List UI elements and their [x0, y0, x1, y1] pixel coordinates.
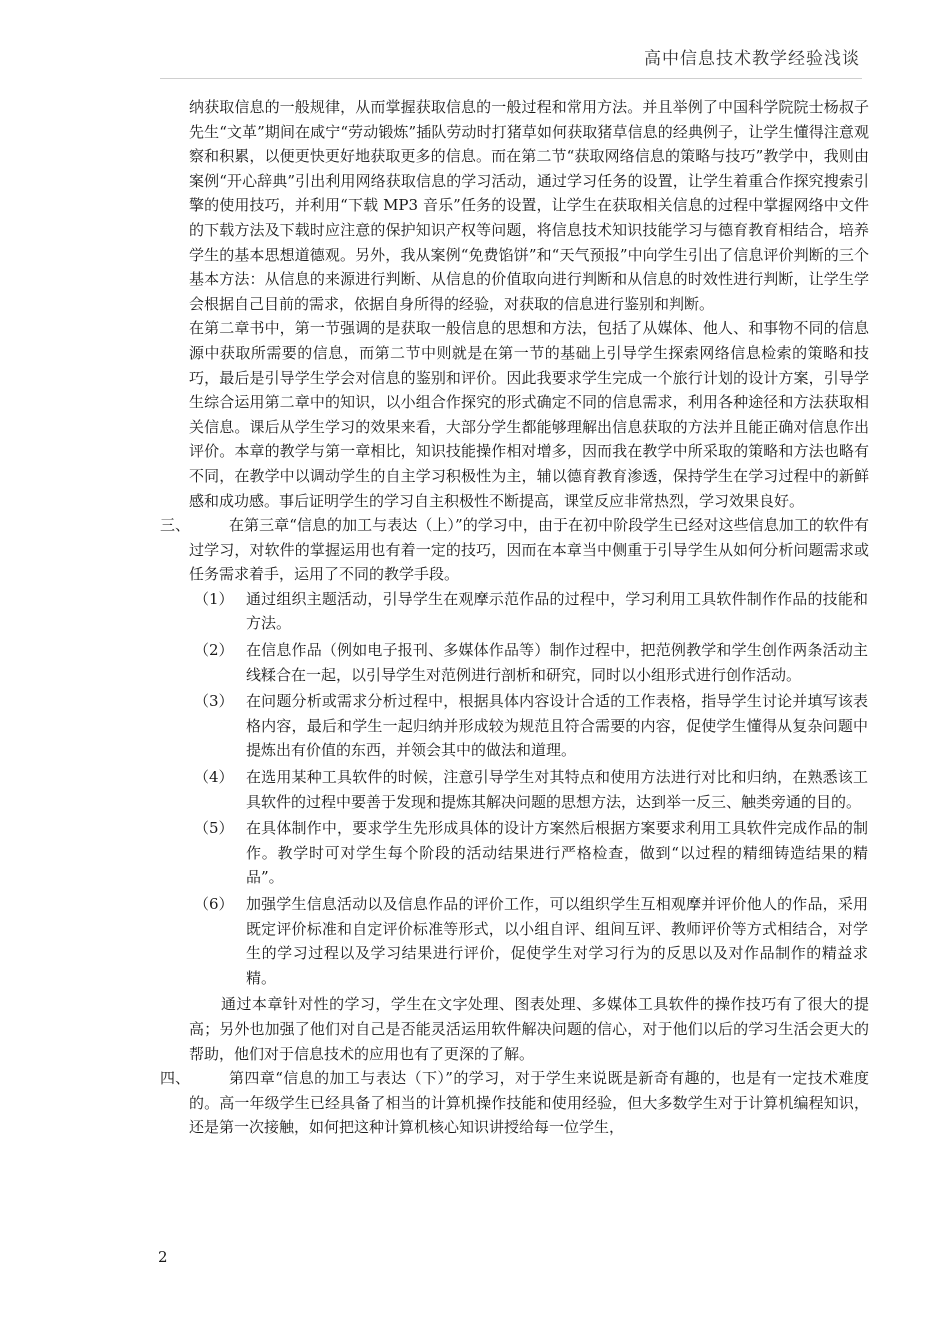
section-four-number: 四、 — [160, 1069, 191, 1088]
list-item-text: 通过组织主题活动，引导学生在观摩示范作品的过程中，学习利用工具软件制作作品的技能和方法。 — [246, 589, 868, 633]
list-item — [194, 892, 868, 990]
list-item — [194, 587, 868, 636]
list-item-text: 加强学生信息活动以及信息作品的评价工作，可以组织学生互相观摩并评价他人的作品，采用既定评价标准和自定评价标准等形式，以小组自评、组间互评、教师评价等方式相结合，对学生的学习过程以及学习结果进行评价，促使学生对学习行为的反思以及对作品制作的精益求精。 — [246, 895, 868, 987]
paragraph-chapter2-summary: 在第二章书中，第一节强调的是获取一般信息的思想和方法，包括了从媒体、他人、和事物不同的信息源中获取所需要的信息，而第二节中则就是在第一节的基础上引导学生探索网络信息检索的策略和技巧，最后是引导学生学会对信息的鉴别和评价。因此我要求学生完成一个旅行计划的设计方案，引导学生综合运用第二章中的知识，以小组合作探究的形式确定不同的信息需求，利用各种途径和方法获取相关信息。课后从学生学习的效果来看，大部分学生都能够理解出信息获取的方法并且能正确对信息作出评价。本章的教学与第一章相比，知识技能操作相对增多，因而我在教学中所采取的策略和方法也略有不同，在教学中以调动学生的自主学习积极性为主，辅以德育教育渗透，保持学生在学习过程中的新鲜感和成功感。事后证明学生的学习自主积极性不断提高，课堂反应非常热烈，学习效果良好。 — [189, 319, 869, 510]
section-three — [160, 513, 869, 587]
list-item-number: （2） — [194, 641, 234, 660]
page-body — [0, 95, 950, 1140]
list-item-text: 在具体制作中，要求学生先形成具体的设计方案然后根据方案要求利用工具软件完成作品的制作。教学时可对学生每个阶段的活动结果进行严格检查，做到“以过程的精细铸造结果的精品”。 — [246, 819, 868, 887]
list-item-number: （1） — [194, 589, 234, 608]
list-item — [194, 765, 868, 814]
running-header-title: 高中信息技术教学经验浅谈 — [644, 49, 860, 69]
page-number: 2 — [158, 1248, 168, 1266]
section-three-number: 三、 — [160, 516, 191, 535]
paragraph-chapter2-details: 纳获取信息的一般规律，从而掌握获取信息的一般过程和常用方法。并且举例了中国科学院院士杨叔子先生“文革”期间在咸宁“劳动锻炼”插队劳动时打猪草如何获取猪草信息的经典例子，让学生懂得注意观察和积累，以便更快更好地获取更多的信息。而在第二节“获取网络信息的策略与技巧”教学中，我则由案例“开心辞典”引出利用网络获取信息的学习活动，通过学习任务的设置，让学生着重合作探究搜索引擎的使用技巧，并利用“下载 MP3 音乐”任务的设置，让学生在获取相关信息的过程中掌握网络中文件的下载方法及下载时应注意的保护知识产权等问题，将信息技术知识技能学习与德育教育相结合，培养学生的基本思想道德观。另外，我从案例“免费馅饼”和“天气预报”中向学生引出了信息评价判断的三个基本方法：从信息的来源进行判断、从信息的价值取向进行判断和从信息的时效性进行判断，让学生学会根据自己目前的需求，依据自身所得的经验，对获取的信息进行鉴别和判断。 — [189, 98, 869, 313]
list-item — [194, 638, 868, 687]
list-item-text: 在信息作品（例如电子报刊、多媒体作品等）制作过程中，把范例教学和学生创作两条活动主线糅合在一起，以引导学生对范例进行剖析和研究，同时以小组形式进行创作活动。 — [246, 641, 868, 684]
paragraph-chapter3-conclusion: 通过本章针对性的学习，学生在文字处理、图表处理、多媒体工具软件的操作技巧有了很大的提高；另外也加强了他们对自己是否能灵活运用软件解决问题的信心，对于他们以后的学习生活会更大的帮助，他们对于信息技术的应用也有了更深的了解。 — [189, 995, 869, 1063]
list-item-text: 在问题分析或需求分析过程中，根据具体内容设计合适的工作表格，指导学生讨论并填写该表格内容，最后和学生一起归纳并形成较为规范且符合需要的内容，促使学生懂得从复杂问题中提炼出有价值的东西，并领会其中的做法和道理。 — [246, 692, 868, 760]
list-item — [194, 816, 868, 890]
list-item-number: （3） — [194, 692, 234, 711]
header-divider — [160, 78, 862, 79]
section-three-text: 在第三章“信息的加工与表达（上）”的学习中，由于在初中阶段学生已经对这些信息加工的软件有过学习，对软件的掌握运用也有着一定的技巧，因而在本章当中侧重于引导学生从如何分析问题需求或任务需求着手，运用了不同的教学手段。 — [189, 516, 869, 584]
list-item-number: （4） — [194, 768, 234, 787]
list-item-text: 在选用某种工具软件的时候，注意引导学生对其特点和使用方法进行对比和归纳，在熟悉该工具软件的过程中要善于发现和提炼其解决问题的思想方法，达到举一反三、触类旁通的目的。 — [246, 768, 868, 811]
list-item-number: （5） — [194, 819, 234, 838]
list-item-number: （6） — [194, 895, 234, 913]
section-four-text: 第四章“信息的加工与表达（下）”的学习，对于学生来说既是新奇有趣的，也是有一定技术难度的。高一年级学生已经具备了相当的计算机操作技能和使用经验，但大多数学生对于计算机编程知识，还是第一次接触，如何把这种计算机核心知识讲授给每一位学生， — [189, 1069, 869, 1137]
section-four — [160, 1066, 869, 1140]
list-item — [194, 689, 868, 763]
